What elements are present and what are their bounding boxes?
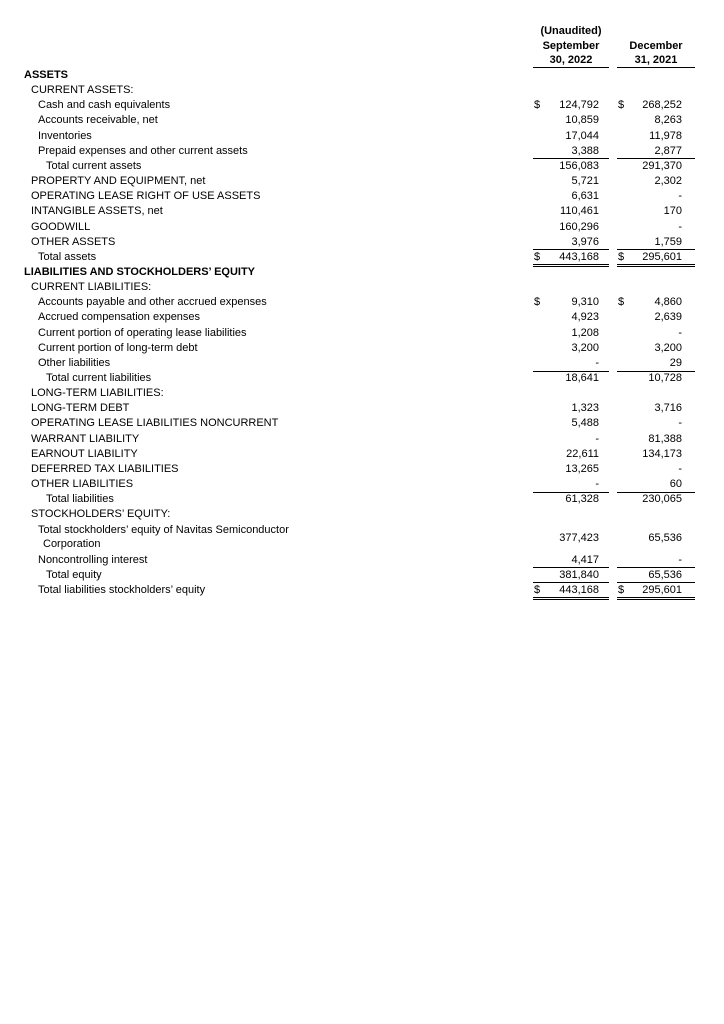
row-label: OTHER ASSETS (31, 235, 116, 248)
value-dec-31-2021: 8,263 (654, 114, 682, 127)
row-label: DEFERRED TAX LIABILITIES (31, 462, 179, 475)
table-row (0, 553, 724, 568)
value-dec-31-2021: 11,978 (649, 129, 682, 142)
value-dec-31-2021: 10,728 (648, 372, 682, 384)
row-label: Accounts receivable, net (38, 114, 158, 127)
value-dec-31-2021: 2,639 (654, 311, 682, 324)
value-dec-31-2021: - (678, 220, 682, 233)
value-sep-30-2022: - (595, 432, 599, 445)
value-sep-30-2022: 4,923 (571, 311, 599, 324)
table-row (0, 447, 724, 462)
underline-rule (617, 597, 695, 598)
dollar-sign: $ (534, 296, 541, 309)
row-label: Current portion of long-term debt (38, 341, 198, 354)
value-sep-30-2022: 5,721 (571, 175, 599, 188)
row-label: CURRENT LIABILITIES: (31, 281, 152, 294)
table-row (0, 568, 724, 583)
value-sep-30-2022: 160,296 (559, 220, 599, 233)
table-row (0, 113, 724, 128)
dollar-sign: $ (534, 99, 541, 112)
table-row (0, 341, 724, 356)
table-row (0, 310, 724, 325)
row-label: LIABILITIES AND STOCKHOLDERS’ EQUITY (24, 265, 256, 278)
row-label: Other liabilities (38, 356, 111, 369)
row-label: Total current assets (46, 159, 142, 172)
value-sep-30-2022: 381,840 (559, 568, 599, 581)
dollar-sign: $ (618, 583, 625, 596)
value-dec-31-2021: 291,370 (642, 159, 682, 172)
value-sep-30-2022: 3,976 (571, 235, 599, 248)
row-label: Total equity (46, 568, 102, 581)
row-label: STOCKHOLDERS’ EQUITY: (31, 508, 171, 521)
table-row (0, 432, 724, 447)
row-label: Inventories (38, 129, 92, 142)
table-row (0, 265, 724, 280)
row-label: LONG-TERM DEBT (31, 402, 130, 415)
row-label: LONG-TERM LIABILITIES: (31, 387, 164, 400)
value-dec-31-2021: 3,200 (654, 341, 682, 354)
value-dec-31-2021: 29 (669, 356, 682, 369)
table-row (0, 326, 724, 341)
table-row (0, 295, 724, 310)
row-label: GOODWILL (31, 220, 91, 233)
table-row (0, 523, 724, 553)
table-row (0, 83, 724, 98)
value-sep-30-2022: 17,044 (565, 129, 599, 142)
value-dec-31-2021: 134,173 (642, 447, 682, 460)
value-dec-31-2021: 230,065 (642, 493, 682, 506)
value-dec-31-2021: 295,601 (642, 250, 682, 263)
col1-header-line2: 30, 2022 (549, 54, 593, 66)
table-row (0, 583, 724, 598)
table-row (0, 280, 724, 295)
row-label: Cash and cash equivalents (38, 99, 171, 112)
value-sep-30-2022: - (595, 356, 599, 369)
table-row (0, 401, 724, 416)
value-sep-30-2022: 18,641 (565, 372, 599, 384)
col1-header-line1: September (542, 40, 600, 52)
value-dec-31-2021: 4,860 (654, 296, 682, 309)
table-row (0, 250, 724, 265)
value-dec-31-2021: - (678, 553, 682, 566)
dollar-sign: $ (618, 99, 625, 112)
table-row (0, 492, 724, 507)
value-sep-30-2022: 377,423 (559, 531, 599, 544)
table-row (0, 220, 724, 235)
dollar-sign: $ (618, 250, 625, 263)
row-label: Total stockholders’ equity of Navitas Semiconductor (38, 523, 289, 536)
value-sep-30-2022: 3,388 (571, 144, 599, 157)
table-row (0, 356, 724, 371)
table-row (0, 416, 724, 431)
value-sep-30-2022: - (595, 478, 599, 491)
value-dec-31-2021: 268,252 (642, 99, 682, 112)
row-label: WARRANT LIABILITY (31, 432, 140, 445)
table-row (0, 98, 724, 113)
table-row (0, 371, 724, 386)
row-label: Current portion of operating lease liabilities (38, 326, 247, 339)
value-sep-30-2022: 5,488 (571, 417, 599, 430)
value-sep-30-2022: 110,461 (560, 205, 599, 218)
row-label: OTHER LIABILITIES (31, 478, 134, 491)
row-label: Total current liabilities (46, 372, 152, 384)
table-row (0, 174, 724, 189)
value-sep-30-2022: 13,265 (565, 462, 599, 475)
value-dec-31-2021: 65,536 (648, 568, 682, 581)
value-sep-30-2022: 124,792 (559, 99, 599, 112)
value-dec-31-2021: - (678, 326, 682, 339)
table-row (0, 159, 724, 174)
row-label: OPERATING LEASE LIABILITIES NONCURRENT (31, 417, 279, 430)
value-dec-31-2021: 2,302 (654, 175, 682, 188)
row-label: Accounts payable and other accrued expenses (38, 296, 267, 309)
value-sep-30-2022: 156,083 (559, 159, 599, 172)
table-row (0, 204, 724, 219)
row-label: Prepaid expenses and other current assets (38, 144, 248, 157)
underline-rule (617, 599, 695, 600)
dollar-sign: $ (618, 296, 625, 309)
table-row (0, 507, 724, 522)
value-dec-31-2021: 3,716 (654, 402, 682, 415)
row-label: ASSETS (24, 69, 69, 81)
value-dec-31-2021: 81,388 (648, 432, 682, 445)
value-sep-30-2022: 22,611 (566, 447, 599, 460)
value-dec-31-2021: - (678, 417, 682, 430)
value-dec-31-2021: - (678, 190, 682, 203)
table-row (0, 68, 724, 83)
row-label: EARNOUT LIABILITY (31, 447, 138, 460)
row-label-continued: Corporation (43, 537, 101, 550)
dollar-sign: $ (534, 250, 541, 263)
value-dec-31-2021: 295,601 (642, 583, 682, 596)
value-dec-31-2021: - (678, 462, 682, 475)
value-dec-31-2021: 2,877 (654, 144, 682, 157)
underline-rule (533, 599, 609, 600)
value-sep-30-2022: 1,323 (571, 402, 599, 415)
row-label: PROPERTY AND EQUIPMENT, net (31, 175, 206, 188)
value-sep-30-2022: 1,208 (571, 326, 599, 339)
row-label: Total liabilities stockholders’ equity (38, 583, 206, 596)
row-label: CURRENT ASSETS: (31, 84, 134, 97)
table-row (0, 235, 724, 250)
value-dec-31-2021: 170 (663, 205, 682, 218)
unaudited-header: (Unaudited) (540, 25, 602, 37)
value-sep-30-2022: 61,328 (565, 493, 599, 506)
table-row (0, 462, 724, 477)
row-label: Noncontrolling interest (38, 553, 148, 566)
value-sep-30-2022: 10,859 (565, 114, 599, 127)
value-dec-31-2021: 1,759 (654, 235, 682, 248)
underline-rule (533, 597, 609, 598)
row-label: OPERATING LEASE RIGHT OF USE ASSETS (31, 190, 261, 203)
row-label: INTANGIBLE ASSETS, net (31, 205, 163, 218)
col2-header-line2: 31, 2021 (634, 54, 678, 66)
value-sep-30-2022: 443,168 (559, 250, 599, 263)
table-row (0, 477, 724, 492)
col2-header-line1: December (629, 40, 683, 52)
value-sep-30-2022: 443,168 (559, 583, 599, 596)
row-label: Total liabilities (46, 493, 114, 506)
table-row (0, 189, 724, 204)
value-sep-30-2022: 6,631 (571, 190, 599, 203)
table-row (0, 386, 724, 401)
value-sep-30-2022: 3,200 (571, 341, 599, 354)
table-row (0, 144, 724, 159)
value-sep-30-2022: 9,310 (571, 296, 599, 309)
value-sep-30-2022: 4,417 (571, 553, 599, 566)
value-dec-31-2021: 65,536 (648, 531, 682, 544)
value-dec-31-2021: 60 (669, 478, 682, 491)
table-row (0, 129, 724, 144)
row-label: Total assets (38, 250, 97, 263)
row-label: Accrued compensation expenses (38, 311, 201, 324)
dollar-sign: $ (534, 583, 541, 596)
